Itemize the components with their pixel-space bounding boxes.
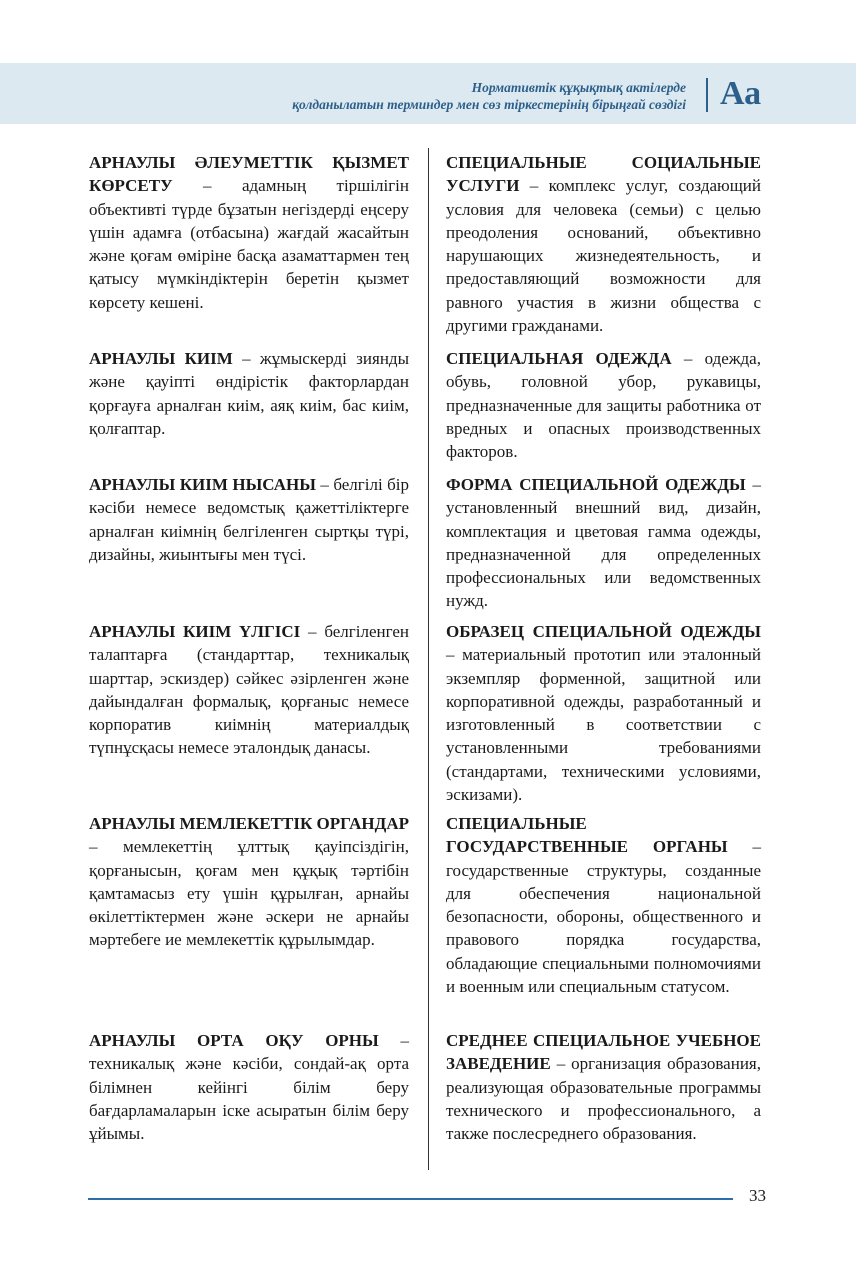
header-separator [706, 78, 708, 112]
definition-ru: – организация образования, реализующая образовательные программы технического и профессионального, а также послесреднего образования. [446, 1054, 761, 1144]
entry-ru [446, 620, 761, 806]
definition-ru: – государственные структуры, созданные для обеспечения национальной безопасности, обороны, общественного и правового порядка государства, обладающие специальными полномочиями и военным или специальным статусом. [446, 837, 761, 997]
term-kk: АРНАУЛЫ КИІМ НЫСАНЫ [89, 475, 316, 494]
header-line-1: Нормативтік құқықтық актілерде [471, 80, 686, 95]
entry-kk [89, 1029, 409, 1145]
section-letters: Аа [720, 75, 762, 112]
term-ru: СРЕДНЕЕ СПЕЦИАЛЬНОЕ УЧЕБНОЕ ЗАВЕДЕНИЕ [446, 1031, 761, 1074]
entry-ru [446, 812, 761, 998]
definition-kk: – жұмыскерді зиянды және қауіпті өндірістік факторлардан қорғауға арналған киім, аяқ киім, бас киім, қолғаптар. [89, 349, 409, 438]
entry-ru [446, 347, 761, 463]
term-kk: АРНАУЛЫ ӘЛЕУМЕТТІК ҚЫЗМЕТ КӨРСЕТУ [89, 153, 409, 196]
definition-kk: – адамның тіршілігін объективті түрде бұзатын негіздерді еңсеру үшін адамға (отбасына) жағдай жасайтын және қоғам өміріне басқа азаматтармен тең қатысу мүмкіндіктерін беретін қызмет көрсету кешені. [89, 176, 409, 312]
footer-rule [88, 1198, 733, 1200]
page-number: 33 [749, 1186, 766, 1205]
entry-ru [446, 473, 761, 613]
entry-kk [89, 620, 409, 760]
entry-kk [89, 473, 409, 566]
entry-ru [446, 1029, 761, 1145]
term-ru: ОБРАЗЕЦ СПЕЦИАЛЬНОЙ ОДЕЖДЫ [446, 622, 761, 641]
entry-kk [89, 151, 409, 314]
entry-kk [89, 812, 409, 952]
definition-ru: – комплекс услуг, создающий условия для человека (семьи) с целью преодоления оснований, объективно нарушающих жизнедеятельность, и предоставляющий возможности для равного участия в жизни общества с другими гражданами. [446, 176, 761, 336]
term-kk: АРНАУЛЫ ОРТА ОҚУ ОРНЫ [89, 1031, 379, 1050]
running-header [292, 79, 686, 113]
term-ru: СПЕЦИАЛЬНЫЕ ГОСУДАРСТВЕННЫЕ ОРГАНЫ [446, 814, 728, 857]
term-kk: АРНАУЛЫ МЕМЛЕКЕТТІК ОРГАНДАР [89, 814, 409, 833]
term-ru: ФОРМА СПЕЦИАЛЬНОЙ ОДЕЖДЫ [446, 475, 746, 494]
term-ru: СПЕЦИАЛЬНАЯ ОДЕЖДА [446, 349, 672, 368]
header-line-2: қолданылатын терминдер мен сөз тіркестерінің бірыңғай сөздігі [292, 97, 686, 112]
definition-kk: – белгілі бір кәсіби немесе ведомстық қажеттіліктерге арналған киімнің белгіленген сыртқы түрі, дизайны, жиынтығы мен түсі. [89, 475, 410, 564]
definition-kk: – мемлекеттің ұлттық қауіпсіздігін, қорғанысын, қоғам мен құқық тәртібін қамтамасыз ету үшін құрылған, арнайы өкілеттіктермен және әскери не арнайы мәртебеге ие мемлекеттік құрылымдар. [89, 837, 409, 950]
entry-ru [446, 151, 761, 337]
column-divider [428, 148, 429, 1170]
definition-ru: – установленный внешний вид, дизайн, комплектация и цветовая гамма одежды, предназначенной для определенных профессиональных или ведомственных нужд. [446, 475, 761, 611]
definition-ru: – одежда, обувь, головной убор, рукавицы, предназначенные для защиты работника от вредных и опасных производственных факторов. [446, 349, 761, 462]
entry-kk [89, 347, 409, 440]
definition-kk: – белгіленген талаптарға (стандарттар, техникалық шарттар, эскиздер) сәйкес әзірленген және дайындалған формалық, қорғаныс немесе корпоратив киімнің материалдық түпнұсқасы немесе эталондық данасы. [89, 622, 409, 758]
definition-ru: – материальный прототип или эталонный экземпляр форменной, защитной или корпоративной одежды, разработанный и изготовленный в соответствии с установленными требованиями (стандартами, техническими условиями, эскизами). [446, 645, 761, 805]
term-kk: АРНАУЛЫ КИІМ ҮЛГІСІ [89, 622, 301, 641]
term-kk: АРНАУЛЫ КИІМ [89, 349, 233, 368]
term-ru: СПЕЦИАЛЬНЫЕ СОЦИАЛЬНЫЕ УСЛУГИ [446, 153, 761, 196]
definition-kk: – техникалық және кәсіби, сондай-ақ орта білімнен кейінгі білім беру бағдарламаларын іске асыратын білім беру ұйымы. [89, 1031, 409, 1144]
